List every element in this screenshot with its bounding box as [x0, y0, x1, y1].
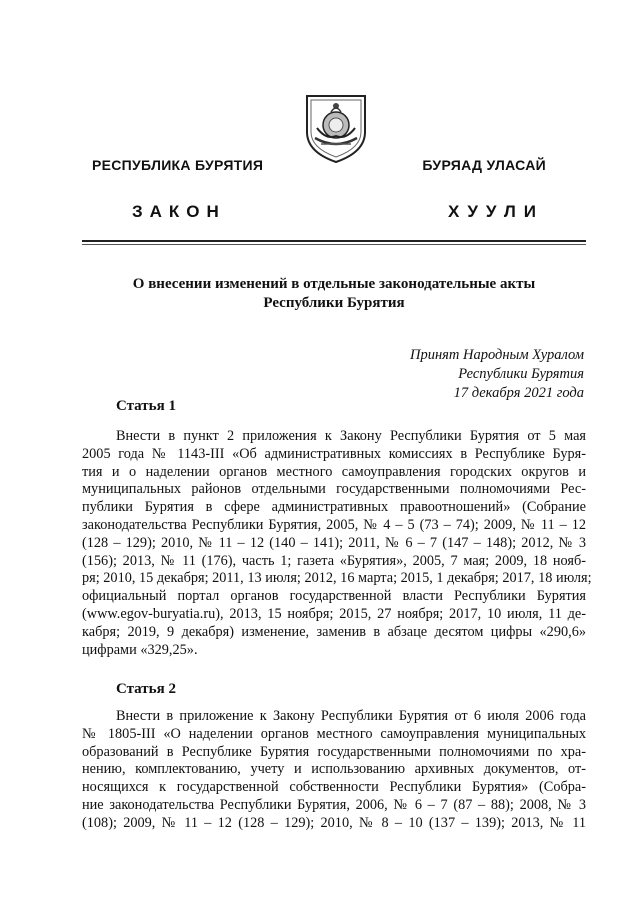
text-line: (www.egov-buryatia.ru), 2013, 15 ноября; 2015, 27 ноября; 2017, 10 июля, 11 де-	[82, 605, 586, 622]
article-2-text	[82, 708, 586, 833]
text-line: кабря; 2019, 9 декабря) изменение, заменив в абзаце десятом цифры «290,6»	[82, 623, 586, 640]
text-line: носящихся к государственной собственности Республики Бурятия» (Собра-	[82, 779, 586, 796]
text-line: (108); 2009, № 11 – 12 (128 – 129); 2010, № 8 – 10 (137 – 139); 2013, № 11	[82, 814, 586, 831]
text-line: (128 – 129); 2010, № 11 – 12 (140 – 141); 2011, № 6 – 7 (147 – 148); 2012, № 3	[82, 534, 586, 551]
adoption-note	[410, 346, 584, 403]
text-line: публики Бурятия в сфере административных правоотношений» (Собрание	[82, 499, 586, 516]
text-line: № 1805-III «О наделении органов местного самоуправления муниципальных	[82, 725, 586, 742]
article-1-heading: Статья 1	[116, 398, 176, 414]
adoption-line: Республики Бурятия	[458, 366, 584, 382]
text-line: ря; 2010, 15 декабря; 2011, 13 июля; 2012, 16 марта; 2015, 1 декабря; 2017, 18 июля;	[82, 570, 592, 587]
adoption-line: Принят Народным Хуралом	[409, 347, 584, 363]
adoption-date: 17 декабря 2021 года	[453, 385, 584, 401]
text-line: законодательства Республики Бурятия, 2005, № 4 – 5 (73 – 74); 2009, № 11 – 12	[82, 516, 586, 533]
text-line: официальный портал органов государственной власти Республики Бурятия	[82, 588, 586, 605]
article-2-heading: Статья 2	[116, 681, 176, 697]
text-line: тия и о наделении органов местного самоуправления городских округов и	[82, 463, 586, 480]
law-title	[82, 275, 586, 313]
law-label-russian: ЗАКОН	[132, 202, 226, 221]
law-title-line: О внесении изменений в отдельные законодательные акты	[132, 276, 536, 292]
text-line: ние законодательства Республики Бурятия, 2006, № 6 – 7 (87 – 88); 2008, № 3	[82, 796, 586, 813]
text-line: 2005 года № 1143-III «Об административных комиссиях в Республике Буря-	[82, 445, 586, 462]
text-line: образований в Республике Бурятия государственными полномочиями по хра-	[82, 743, 586, 760]
text-line: Внести в пункт 2 приложения к Закону Республики Бурятия от 5 мая	[116, 428, 586, 444]
republic-name-buryat: БУРЯАД УЛАСАЙ	[422, 157, 546, 173]
law-label-buryat: ХУУЛИ	[448, 202, 544, 221]
coat-of-arms-icon	[301, 92, 371, 164]
article-1-text	[82, 428, 592, 659]
text-line: Внести в приложение к Закону Республики Бурятия от 6 июля 2006 года	[116, 708, 586, 724]
law-title-line: Республики Бурятия	[263, 295, 405, 311]
text-line: муниципальных районов отдельными государственными полномочиями Рес-	[82, 481, 586, 498]
text-line: (156); 2013, № 11 (176), часть 1; газета «Бурятия», 2005, 7 мая; 2009, 18 нояб-	[82, 552, 586, 569]
header-divider-thin	[82, 244, 586, 245]
republic-name-russian: РЕСПУБЛИКА БУРЯТИЯ	[92, 157, 264, 173]
text-line: цифрами «329,25».	[82, 641, 198, 658]
text-line: нению, комплектованию, учету и использованию архивных документов, от-	[82, 761, 586, 778]
header-divider	[82, 240, 586, 242]
